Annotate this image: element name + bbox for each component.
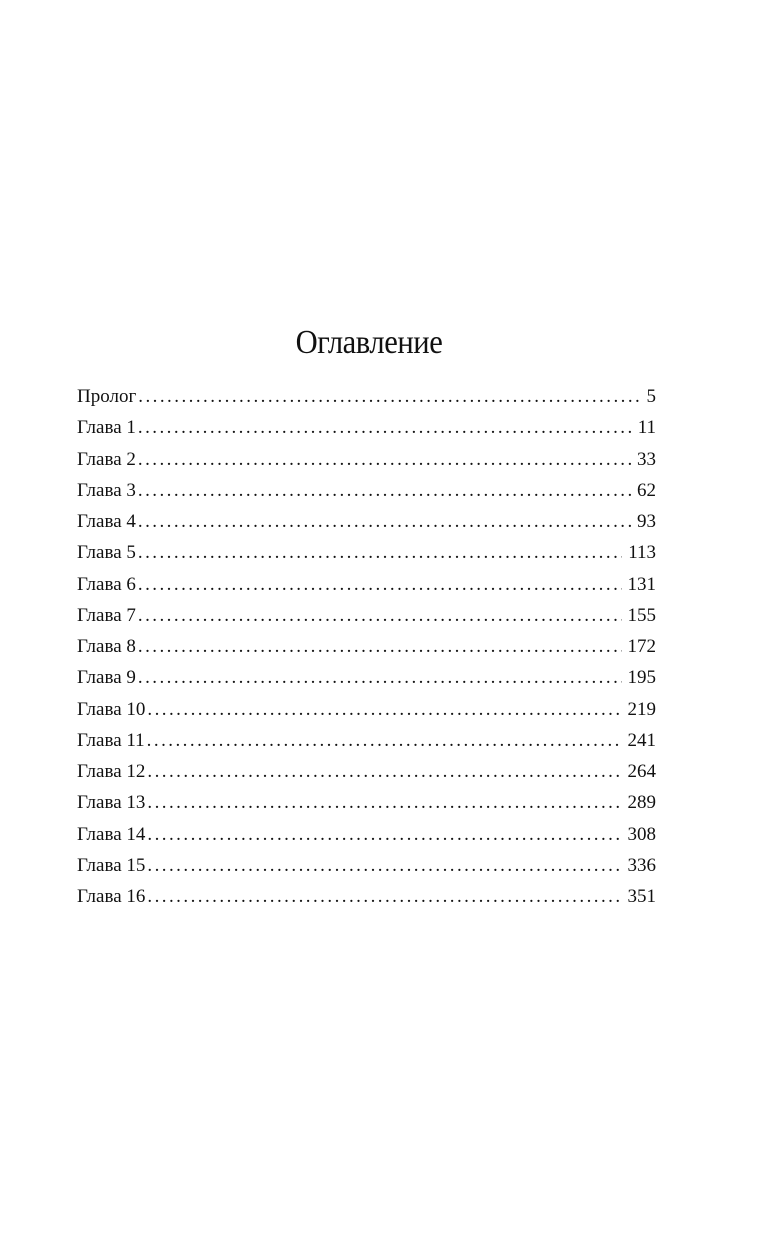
toc-list	[77, 381, 656, 912]
toc-entry-label: Глава 9	[77, 667, 136, 689]
dot-leader	[136, 662, 622, 693]
toc-entry-chapter-4[interactable]	[77, 506, 656, 537]
toc-entry-chapter-14[interactable]	[77, 819, 656, 850]
toc-entry-page-number: 195	[627, 667, 656, 689]
toc-entry-page-number: 219	[627, 698, 656, 720]
toc-entry-label: Глава 11	[77, 729, 145, 751]
dot-leader	[136, 537, 622, 568]
toc-entry-page-number: 241	[627, 729, 656, 751]
toc-entry-page-number: 62	[637, 479, 656, 501]
dot-leader	[145, 850, 621, 881]
dot-leader	[145, 787, 621, 818]
toc-entry-label: Глава 3	[77, 479, 136, 501]
toc-entry-label: Глава 4	[77, 511, 136, 532]
toc-entry-page-number: 336	[627, 854, 656, 876]
dot-leader	[136, 444, 631, 475]
toc-entry-page-number: 113	[628, 542, 656, 564]
toc-entry-label: Глава 15	[77, 854, 146, 876]
toc-entry-page-number: 264	[627, 761, 656, 782]
toc-entry-label: Глава 10	[77, 698, 146, 720]
toc-entry-label: Глава 14	[77, 823, 146, 845]
toc-entry-chapter-13[interactable]	[77, 787, 656, 818]
toc-entry-chapter-8[interactable]	[77, 631, 656, 662]
toc-entry-page-number: 289	[627, 792, 656, 814]
toc-title: Оглавление	[295, 324, 443, 361]
toc-entry-chapter-15[interactable]	[77, 850, 656, 881]
dot-leader	[136, 475, 631, 506]
dot-leader	[136, 631, 622, 662]
dot-leader	[145, 819, 621, 850]
dot-leader	[145, 725, 622, 756]
toc-entry-page-number: 351	[627, 886, 656, 907]
toc-entry-chapter-3[interactable]	[77, 475, 656, 506]
toc-entry-label: Глава 5	[77, 542, 136, 564]
toc-entry-page-number: 93	[637, 511, 656, 532]
dot-leader	[136, 506, 631, 537]
toc-entry-chapter-12[interactable]	[77, 756, 656, 787]
toc-entry-chapter-6[interactable]	[77, 569, 656, 600]
dot-leader	[136, 569, 622, 600]
dot-leader	[136, 381, 640, 412]
toc-entry-label: Глава 13	[77, 792, 146, 814]
toc-entry-label: Глава 12	[77, 761, 146, 782]
toc-entry-label: Пролог	[77, 386, 137, 407]
toc-entry-page-number: 308	[627, 823, 656, 845]
toc-entry-chapter-1[interactable]	[77, 412, 656, 443]
toc-entry-chapter-16[interactable]	[77, 881, 656, 912]
toc-entry-label: Глава 2	[77, 448, 136, 470]
toc-entry-label: Глава 1	[77, 417, 136, 439]
dot-leader	[136, 412, 632, 443]
toc-entry-chapter-9[interactable]	[77, 662, 656, 693]
toc-entry-chapter-10[interactable]	[77, 694, 656, 725]
toc-entry-chapter-11[interactable]	[77, 725, 656, 756]
dot-leader	[136, 600, 622, 631]
dot-leader	[145, 694, 621, 725]
toc-entry-label: Глава 16	[77, 886, 146, 907]
dot-leader	[145, 756, 621, 787]
toc-entry-label: Глава 8	[77, 636, 136, 657]
dot-leader	[145, 881, 621, 912]
toc-entry-page-number: 155	[627, 604, 656, 626]
toc-entry-chapter-5[interactable]	[77, 537, 656, 568]
toc-entry-label: Глава 7	[77, 604, 136, 626]
toc-entry-page-number: 5	[646, 386, 656, 407]
toc-entry-prologue[interactable]	[77, 381, 656, 412]
toc-entry-chapter-2[interactable]	[77, 444, 656, 475]
toc-entry-page-number: 172	[627, 636, 656, 657]
toc-entry-page-number: 33	[637, 448, 656, 470]
toc-entry-page-number: 11	[637, 417, 656, 439]
toc-entry-chapter-7[interactable]	[77, 600, 656, 631]
toc-entry-page-number: 131	[627, 573, 656, 595]
toc-entry-label: Глава 6	[77, 573, 136, 595]
